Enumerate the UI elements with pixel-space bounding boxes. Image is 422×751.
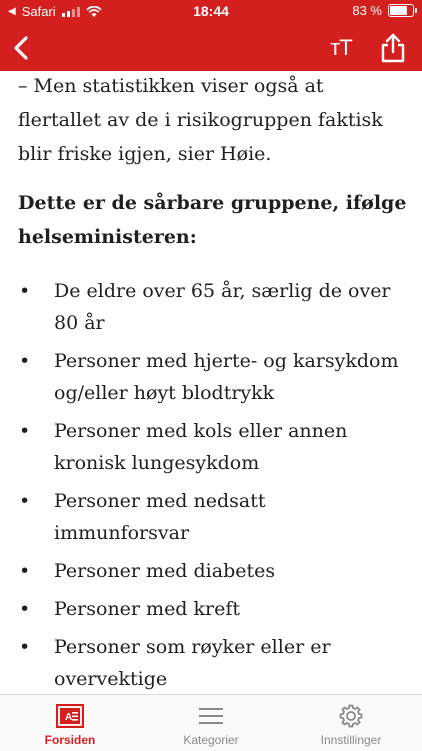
back-to-app-icon[interactable]: ◀ [8,6,16,17]
tab-label: Kategorier [183,733,239,747]
list-item-text: Personer med kreft [54,598,241,620]
list-item-text: Personer med hjerte- og karsykdom og/eller høyt blodtrykk [54,350,399,404]
tab-label: Forsiden [44,733,96,747]
toolbar [0,28,422,68]
tab-label: Innstillinger [320,733,382,747]
app-header [0,0,422,71]
list-item-text: Personer som røyker eller er overvektige [54,636,331,690]
text-size-button[interactable]: ᴛT [330,35,352,60]
tab-innstillinger[interactable] [281,695,421,751]
back-button[interactable] [6,32,38,64]
list-item-text: Personer med diabetes [54,560,276,582]
carrier-label[interactable]: Safari [21,4,56,19]
article-paragraph: – Men statistikken viser også at flertallet av de i risikogruppen faktisk blir friske igjen, sier Høie. [18,75,383,165]
list-item-text: De eldre over 65 år, særlig de over 80 år [54,280,391,334]
menu-icon [197,704,225,728]
article-subheading: Dette er de sårbare gruppene, ifølge helseministeren: [18,192,407,248]
list-item [0,631,422,694]
gear-icon [337,704,365,728]
battery-icon [388,4,414,17]
bullet-icon: • [19,598,31,620]
tab-kategorier[interactable] [141,695,281,751]
share-button[interactable] [378,32,408,64]
tab-bar [0,694,422,751]
newspaper-icon [56,704,84,728]
list-item-text: Personer med kols eller annen kronisk lungesykdom [54,420,348,474]
bullet-icon: • [19,560,31,582]
status-bar [0,0,422,24]
list-item [0,593,422,625]
article-body[interactable] [0,71,422,694]
battery-percent: 83 % [352,3,382,18]
clock: 18:44 [193,3,229,19]
list-item [0,275,422,339]
list-item [0,415,422,479]
svg-text:A: A [65,712,73,723]
tab-forsiden[interactable] [0,695,140,751]
list-item [0,345,422,409]
bullet-icon: • [19,350,31,372]
bullet-icon: • [19,280,31,302]
list-item [0,485,422,549]
bullet-icon: • [19,490,31,512]
status-right [352,3,414,18]
list-item [0,555,422,587]
bullet-icon: • [19,420,31,442]
list-item-text: Personer med nedsatt immunforsvar [54,490,266,544]
bullet-icon: • [19,636,31,658]
risk-group-list [0,275,422,694]
